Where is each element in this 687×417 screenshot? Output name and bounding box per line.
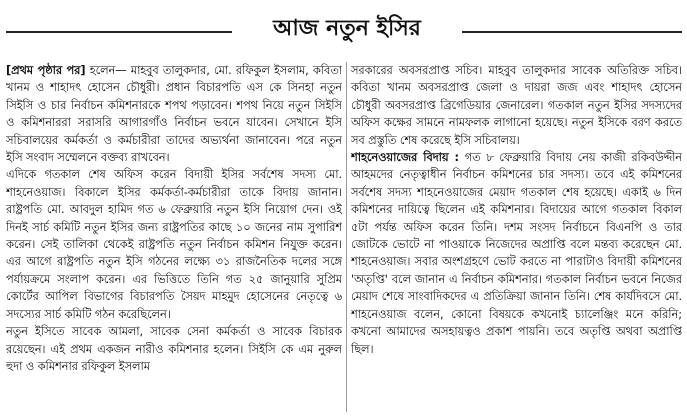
paragraph-5-text: গত ৮ ফেব্রুয়ারি বিদায় নেয় কাজী রকিবউদ্দীন আহমদের নেতৃত্বাধীন নির্বাচন কমিশনের চার সদস্য। তবে এই কমিশনের সর্বশেষ সদস্য শাহনেওয়াজের মেয়াদ গতকাল শেষ হয়েছে। একাই ৬ দিন কমিশনের দায়িত্বে ছিলেন এই কমিশনার। বিদায়ের আগে গতকাল বিকাল ৫টা পর্যন্ত অফিস করেন তিনি। দশম সংসদ নির্বাচনে বিএনপি ও তার জোটকে ভোটে না পাওয়াকে নিজেদের অপ্রাপ্তি বলে মন্তব্য করেছেন মো. শাহনেওয়াজ। সবার অংশগ্রহণে ভোট করতে না পারাটাও বিদায়ী কমিশনের 'অতৃপ্তি' বলে জানান এ নির্বাচন কমিশনার। গতকাল নির্বাচন ভবনে নিজের মেয়াদ শেষে সাংবাদিকদের এ প্রতিক্রিয়া জানান তিনি। শেষ কার্যদিবসে মো. শাহনেওয়াজ বলেন, কোনো বিষয়কে কখনোই চ্যালেঞ্জিং মনে করিনি; কখনো আমাদের অসহায়ত্বও প্রকাশ পায়নি। তবে অতৃপ্তি অথবা অপ্রাপ্তি ছিল।: [351, 150, 682, 356]
headline-bar: [0, 0, 687, 50]
headline-rule-left: [6, 31, 232, 33]
paragraph-1-text: হলেন— মাহবুব তালুকদার, মো. রফিকুল ইসলাম, কবিতা খানম ও শাহাদৎ হোসেন চৌধুরী। প্রধান বিচারপতি এস কে সিনহা নতুন সিইসি ও চার নির্বাচন কমিশনারকে শপথ পড়াবেন। শপথ নিয়ে নতুন সিইসি ও কমিশনাররা সরাসরি আগারগাঁও নির্বাচন ভবনে যাবেন। সেখানে ইসি সচিবালয়ের কর্মকর্তা ও কর্মচারীরা তাদের অভ্যর্থনা জানাবেন। পরে নতুন ইসি সংবাদ সম্মেলনে বক্তব্য রাখবেন।: [6, 63, 342, 165]
continued-label: [প্রথম পৃষ্ঠার পর]: [6, 63, 86, 77]
headline-rule-right: [462, 31, 682, 33]
paragraph-5: [351, 149, 682, 358]
paragraph-1: [6, 62, 342, 166]
article-column-left: [6, 62, 342, 414]
article-column-right: [351, 62, 682, 414]
headline: আজ নতুন ইসির: [273, 16, 421, 41]
paragraph-4: সরকারের অবসরপ্রাপ্ত সচিব। মাহবুব তালুকদার সাবেক অতিরিক্ত সচিব। কবিতা খানম অবসরপ্রাপ্ত জেলা ও দায়রা জজ এবং শাহাদৎ হোসেন চৌধুরী অবসরপ্রাপ্ত ব্রিগেডিয়ার জেনারেল। গতকাল নতুন ইসির সদস্যদের অফিস কক্ষের সামনে নামফলক লাগানো হয়েছে। নতুন ইসিকে বরণ করতে সব প্রস্তুতি শেষ করেছে ইসি সচিবালয়।: [351, 63, 682, 147]
paragraph-3: নতুন ইসিতে সাবেক আমলা, সাবেক সেনা কর্মকর্তা ও সাবেক বিচারক রয়েছেন। এই প্রথম একজন নারীও কমিশনার হলেন। সিইসি কে এম নুরুল হুদা ও কমিশনার রফিকুল ইসলাম: [6, 324, 342, 373]
paragraph-2: এদিকে গতকাল শেষ অফিস করেন বিদায়ী ইসির সর্বশেষ সদস্য মো. শাহনেওয়াজ। বিকালে ইসির কর্মকর্তা-কর্মচারীরা তাকে বিদায় জানান। রাষ্ট্রপতি মো. আবদুল হামিদ গত ৬ ফেব্রুয়ারি নতুন ইসি নিয়োগ দেন। ওই দিনই সার্চ কমিটি নতুন ইসির জন্য রাষ্ট্রপতির কাছে ১০ জনের নাম সুপারিশ করেন। সেই তালিকা থেকেই রাষ্ট্রপতি নতুন নির্বাচন কমিশন নিযুক্ত করেন। এর আগে রাষ্ট্রপতি নতুন ইসি গঠনের লক্ষ্যে ৩১ রাজনৈতিক দলের সঙ্গে পর্যায়ক্রমে সংলাপ করেন। এর ভিত্তিতে তিনি গত ২৫ জানুয়ারি সুপ্রিম কোর্টের আপিল বিভাগের বিচারপতি সৈয়দ মাহমুদ হোসেনের নেতৃত্বে ৬ সদস্যের সার্চ কমিটি গঠন করেছিলেন।: [6, 167, 342, 321]
column-divider: [346, 62, 347, 412]
section-subhead: শাহনেওয়াজের বিদায় :: [351, 150, 459, 165]
